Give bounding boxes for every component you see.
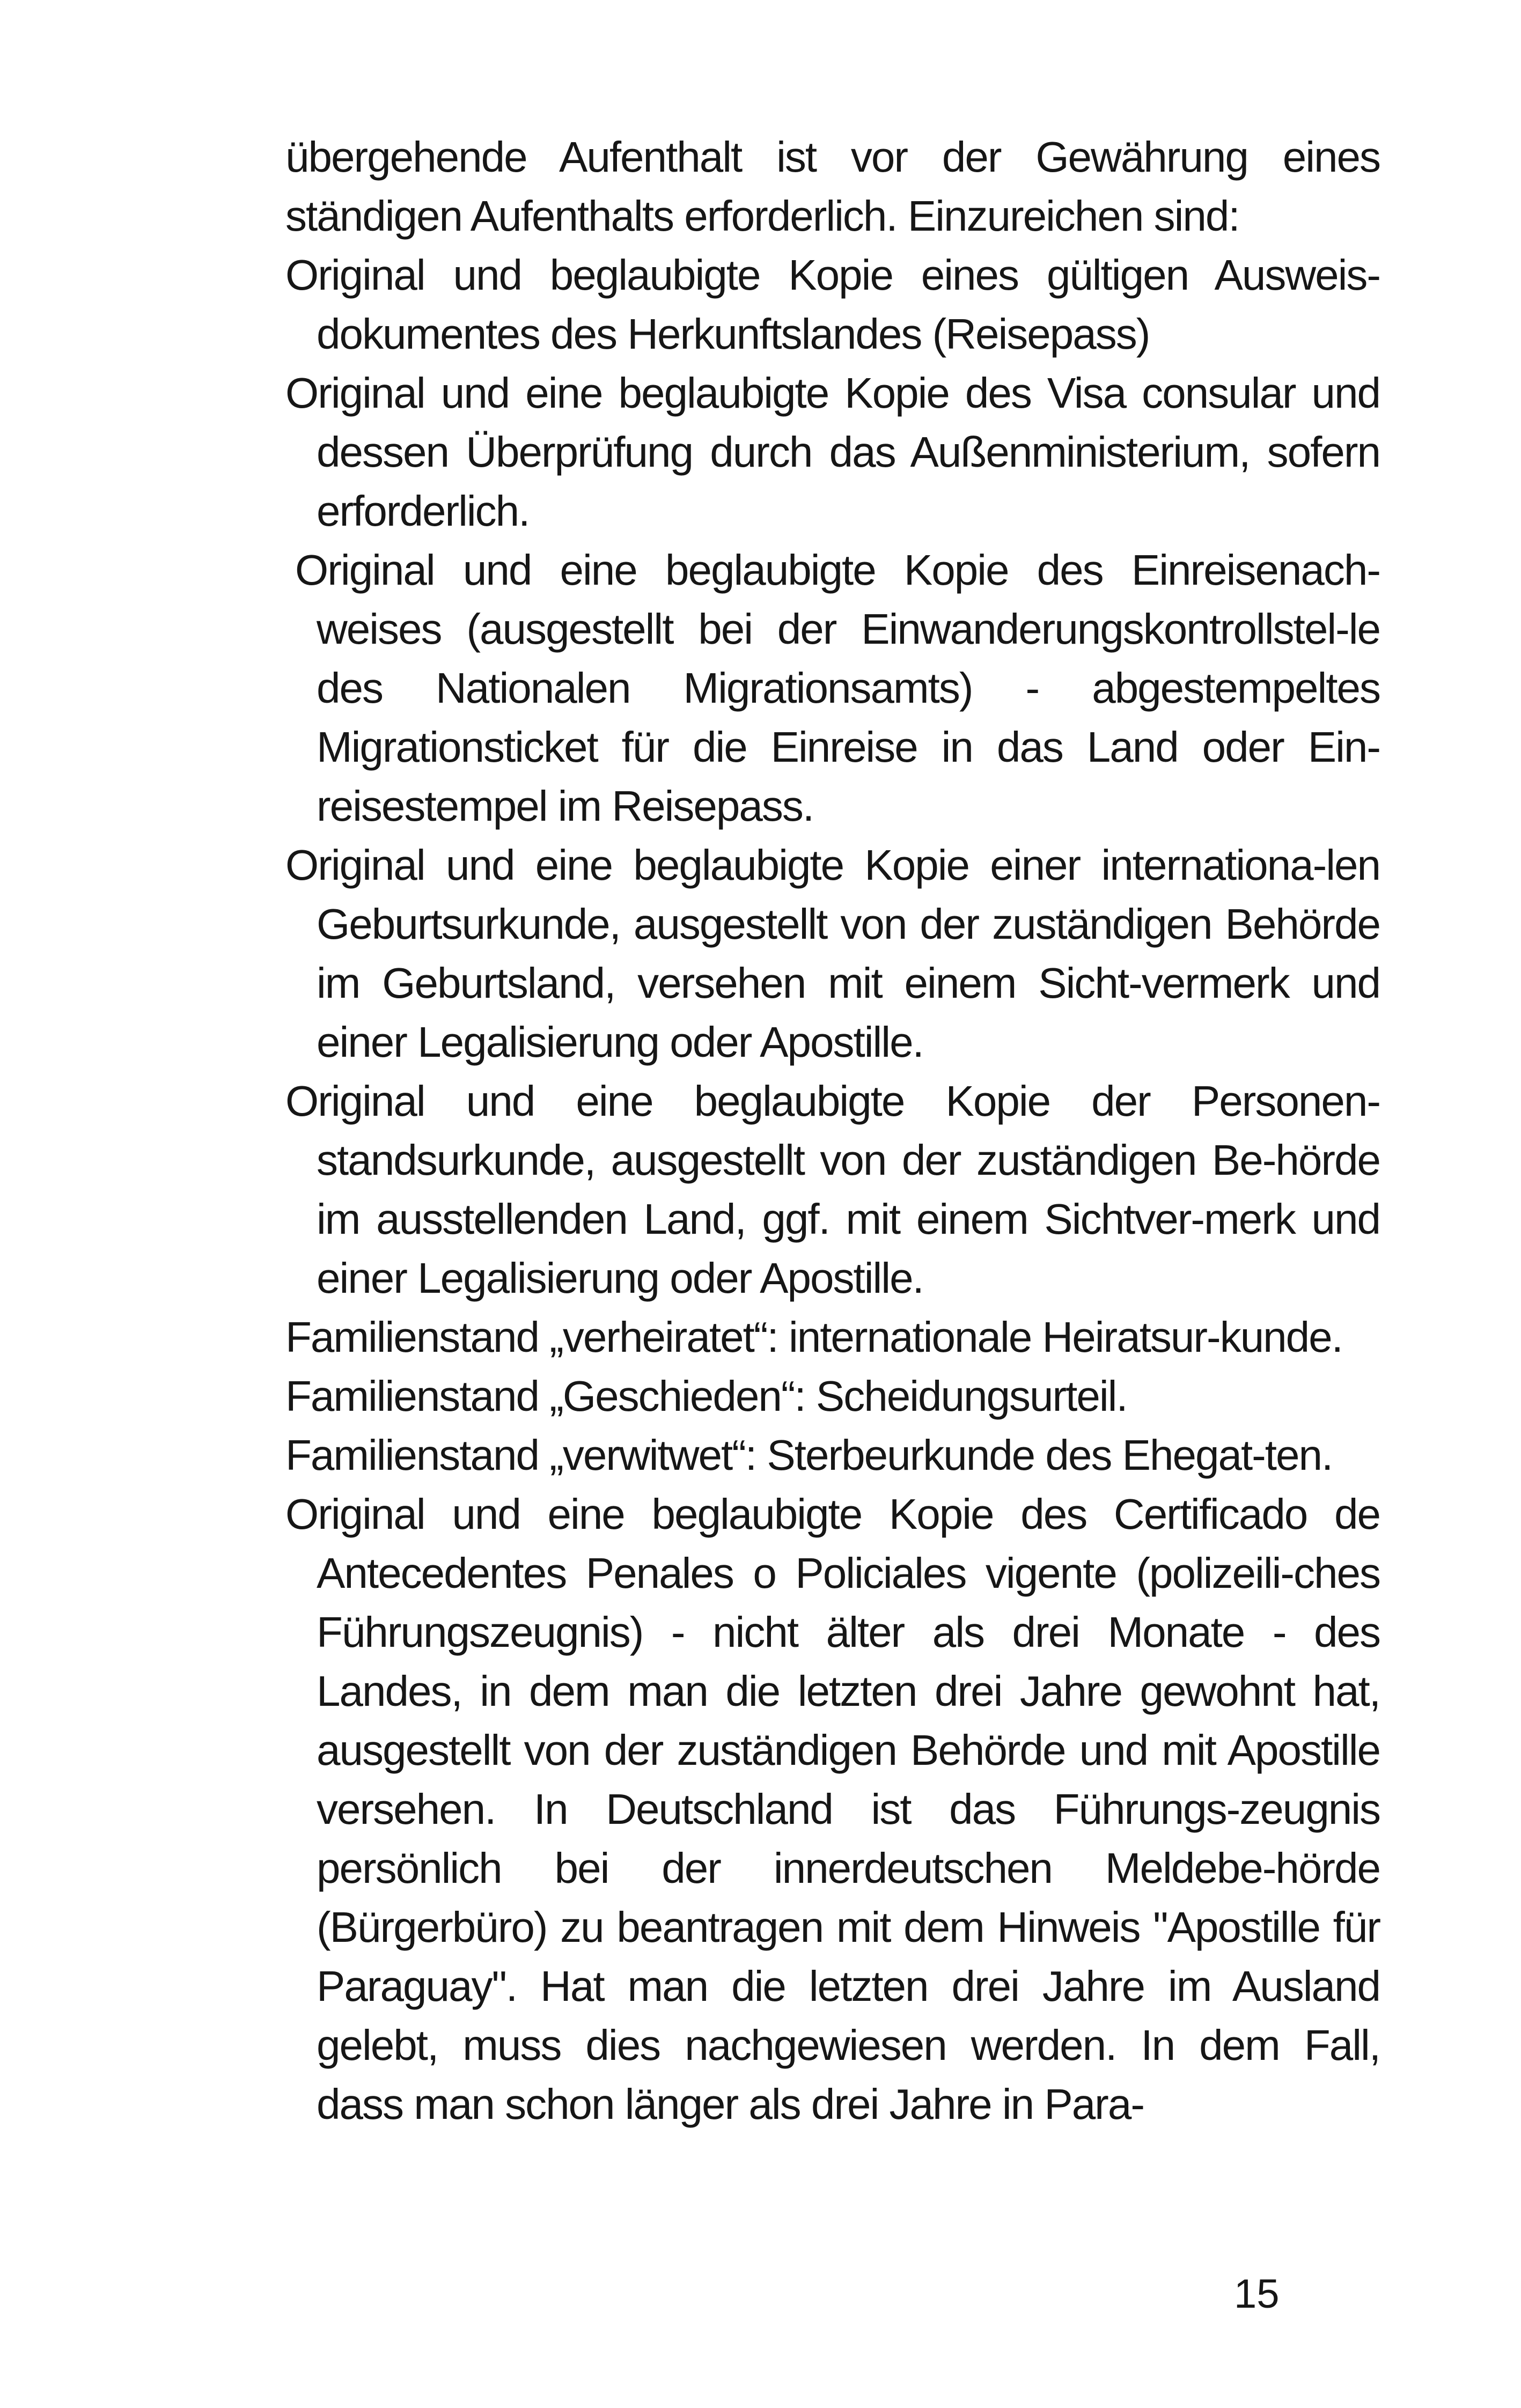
list-item-birth-certificate: Original und eine beglaubigte Kopie einer internationa-len Geburtsurkunde, ausgestellt von der zuständigen Behörde im Geburtsland, versehen mit einem Sicht-vermerk und einer Legalisierung oder Apostille. xyxy=(285,841,1380,1066)
list-item-civil-status-certificate: Original und eine beglaubigte Kopie der Personen-standsurkunde, ausgestellt von der zuständigen Be-hörde im ausstellenden Land, ggf. mit einem Sichtver-merk und einer Legalisierung oder Apostille. xyxy=(285,1077,1380,1302)
list-item-passport: Original und beglaubigte Kopie eines gültigen Ausweis-dokumentes des Herkunftslandes (Reisepass) xyxy=(285,251,1380,358)
list-item-visa: Original und eine beglaubigte Kopie des Visa consular und dessen Überprüfung durch das Außenministerium, sofern erforderlich. xyxy=(285,369,1380,535)
list-item-divorced: Familienstand „Geschieden“: Scheidungsurteil. xyxy=(285,1372,1127,1420)
page-number: 15 xyxy=(1234,2271,1280,2317)
page-body-text xyxy=(285,128,1380,2134)
paragraph-continuation: übergehende Aufenthalt ist vor der Gewährung eines ständigen Aufenthalts erforderlich. Einzureichen sind: xyxy=(285,133,1380,240)
list-item-entry-proof: Original und eine beglaubigte Kopie des Einreisenach-weises (ausgestellt bei der Einwanderungskontrollstel-le des Nationalen Migrationsamts) - abgestempeltes Migrationsticket für die Einreise in das Land oder Ein-reisestempel im Reisepass. xyxy=(295,546,1380,830)
list-item-widowed: Familienstand „verwitwet“: Sterbeurkunde des Ehegat-ten. xyxy=(285,1431,1333,1479)
list-item-married: Familienstand „verheiratet“: internationale Heiratsur-kunde. xyxy=(285,1313,1342,1361)
list-item-police-certificate: Original und eine beglaubigte Kopie des Certificado de Antecedentes Penales o Policiales vigente (polizeili-ches Führungszeugnis) - nicht älter als drei Monate - des Landes, in dem man die letzten drei Jahre gewohnt hat, ausgestellt von der zuständigen Behörde und mit Apostille versehen. In Deutschland ist das Führungs-zeugnis persönlich bei der innerdeutschen Meldebe-hörde (Bürgerbüro) zu beantragen mit dem Hinweis "Apostille für Paraguay". Hat man die letzten drei Jahre im Ausland gelebt, muss dies nachgewiesen werden. In dem Fall, dass man schon länger als drei Jahre in Para- xyxy=(285,1490,1380,2128)
